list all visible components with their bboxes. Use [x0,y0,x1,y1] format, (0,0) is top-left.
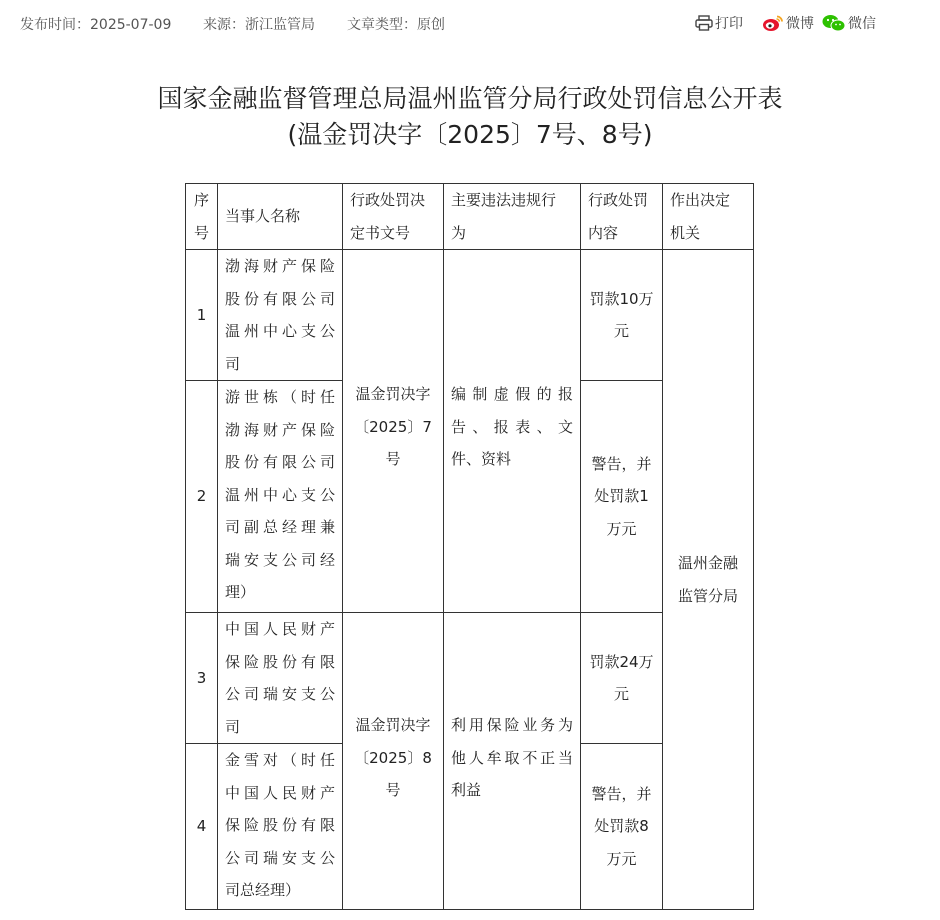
header-penalty-line1: 行政处罚 [588,191,649,209]
header-party-label: 当事人名称 [225,207,301,226]
header-authority [663,184,754,250]
row-seq [186,250,218,381]
party-line: 瑞安支公司经 [225,550,335,569]
header-decision-no [343,184,444,250]
header-authority-line1: 作出决定 [670,191,731,209]
decision-no-cell [343,250,444,613]
penalty-line: 处罚款8 [594,817,649,836]
wechat-share-button[interactable] [822,13,876,33]
row-party [218,744,343,910]
penalty-cell [581,381,663,613]
party-line: 理） [225,583,256,601]
row-seq-value: 3 [196,668,207,687]
row-seq-value: 2 [196,487,207,506]
header-seq-line1: 序 [193,191,209,209]
party-line: 温州中心支公 [225,322,335,340]
penalty-line: 处罚款1 [594,487,649,506]
header-authority-line2: 机关 [670,223,701,242]
penalty-line: 警告，并 [591,784,652,803]
decision-no-line: 温金罚决字 [355,385,431,403]
violation-line: 利益 [451,781,482,799]
page-subtitle: (温金罚决字〔2025〕7号、8号) [287,120,653,149]
party-line: 中国人民财产 [225,783,335,802]
penalty-line: 万元 [606,849,637,868]
weibo-icon [762,14,784,32]
party-line: 渤海财产保险 [225,420,335,439]
weibo-share-button[interactable] [762,13,814,33]
header-decision-no-line2: 定书文号 [350,223,411,242]
row-seq-value: 1 [196,305,207,324]
party-line: 保险股份有限 [225,816,335,834]
penalty-line: 万元 [606,519,637,538]
party-line: 金雪对（时任 [225,751,335,769]
row-party [218,381,343,613]
party-line: 保险股份有限 [225,652,335,671]
decision-no-line: 号 [385,781,401,799]
party-line: 司总经理） [225,881,301,899]
penalty-line: 元 [613,322,629,340]
table-header-row [186,184,754,250]
penalty-line: 警告，并 [591,454,652,473]
party-line: 公司瑞安支公 [225,848,335,867]
violation-cell [444,613,581,910]
violation-line: 件、资料 [451,450,512,468]
header-seq [186,184,218,250]
page-title: 国家金融监督管理总局温州监管分局行政处罚信息公开表 [157,84,783,113]
printer-icon [695,15,713,31]
header-penalty-line2: 内容 [588,223,619,242]
party-line: 司 [225,354,241,373]
decision-no-line: 〔2025〕8 [354,748,432,767]
party-line: 司副总经理兼 [225,518,335,536]
header-penalty [581,184,663,250]
party-line: 股份有限公司 [225,453,335,471]
row-seq-value: 4 [196,817,207,836]
violation-line: 编制虚假的报 [451,385,573,403]
row-seq [186,381,218,613]
violation-line: 告、报表、文 [451,417,573,436]
penalty-table [185,183,754,910]
authority-cell [663,250,754,910]
print-button[interactable] [695,13,743,33]
penalty-line: 罚款24万 [589,652,654,671]
row-party [218,613,343,744]
decision-no-line: 温金罚决字 [355,716,431,734]
row-party [218,250,343,381]
table-row [186,250,754,381]
weibo-label: 微博 [786,16,814,32]
header-seq-line2: 号 [193,223,209,242]
party-line: 公司瑞安支公 [225,685,335,703]
party-line: 股份有限公司 [225,289,335,308]
article-meta-bar [0,0,876,46]
violation-cell [444,250,581,613]
source: 来源：浙江监管局 [203,17,315,33]
party-line: 中国人民财产 [225,620,335,638]
authority-line: 监管分局 [677,586,738,605]
authority-line: 温州金融 [677,554,738,572]
article-type: 文章类型：原创 [347,17,445,33]
party-line: 司 [225,717,241,736]
party-line: 游世栋（时任 [225,388,335,406]
penalty-cell [581,744,663,910]
penalty-cell [581,613,663,744]
wechat-icon [822,14,846,32]
publish-time: 发布时间：2025-07-09 [20,17,172,33]
wechat-label: 微信 [848,16,876,32]
decision-no-cell [343,613,444,910]
violation-line: 他人牟取不正当 [451,748,573,767]
header-violation-line1: 主要违法违规行 [451,191,557,209]
print-label: 打印 [715,16,743,32]
decision-no-line: 号 [385,450,401,468]
header-decision-no-line1: 行政处罚决 [350,191,426,209]
penalty-line: 元 [613,685,629,703]
header-party [218,184,343,250]
row-seq [186,613,218,744]
party-line: 温州中心支公 [225,485,335,504]
violation-line: 利用保险业务为 [451,716,573,734]
penalty-line: 罚款10万 [589,289,654,308]
header-violation-line2: 为 [451,223,467,242]
header-violation [444,184,581,250]
party-line: 渤海财产保险 [225,257,335,275]
penalty-cell [581,250,663,381]
decision-no-line: 〔2025〕7 [354,417,432,436]
row-seq [186,744,218,910]
